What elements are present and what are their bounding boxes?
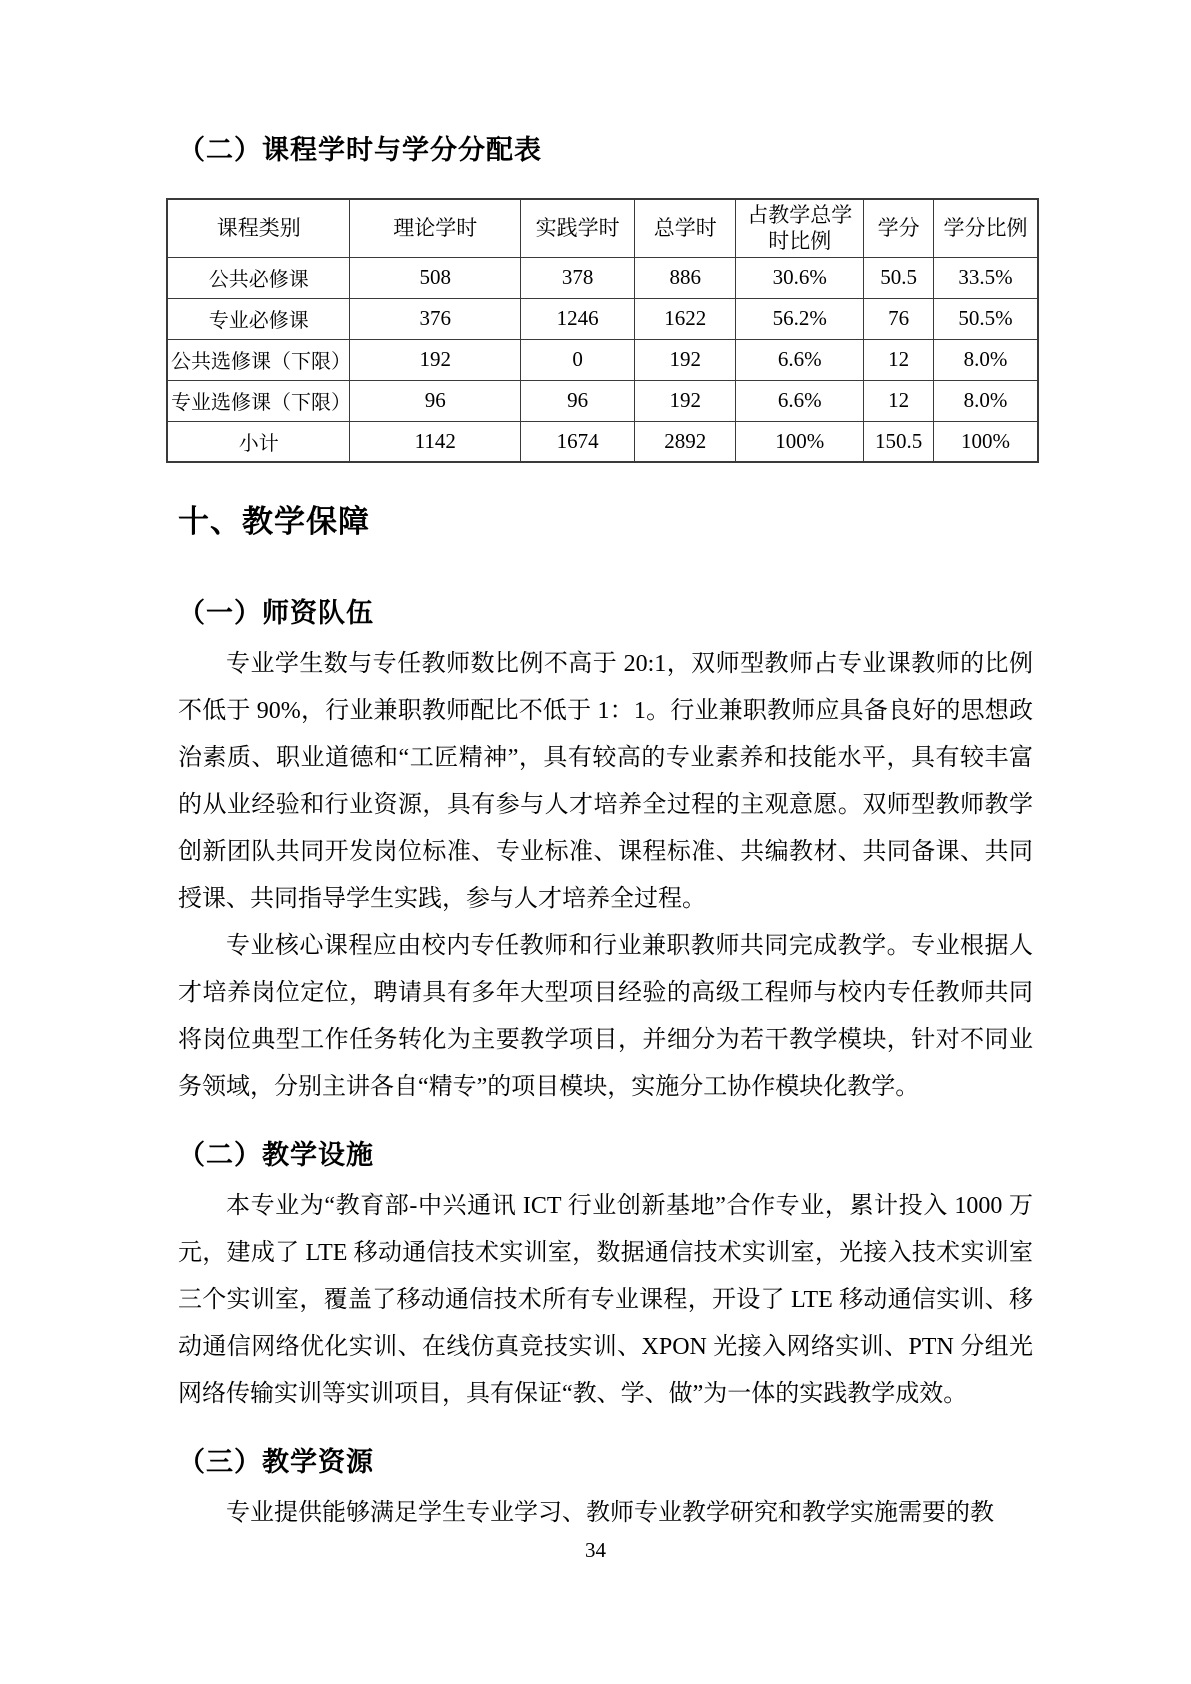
header-course-category: 课程类别 (167, 199, 350, 257)
table-header-row (167, 199, 1038, 257)
section-title-facilities: （二）教学设施 (178, 1140, 374, 1170)
table-section-title: （二）课程学时与学分分配表 (178, 135, 542, 165)
table-cell: 50.5% (933, 298, 1038, 339)
table-cell: 100% (933, 421, 1038, 462)
header-hours-ratio: 占教学总学时比例 (736, 199, 864, 257)
table-cell: 8.0% (933, 339, 1038, 380)
course-hours-credits-table (166, 198, 1039, 463)
table-row-public-elective (167, 339, 1038, 380)
table-row-major-elective (167, 380, 1038, 421)
chapter-title: 十、教学保障 (178, 504, 370, 539)
table-cell: 6.6% (736, 339, 864, 380)
table-cell: 专业必修课 (167, 298, 350, 339)
table-cell: 2892 (635, 421, 736, 462)
paragraph-facilities-1: 本专业为“教育部-中兴通讯 ICT 行业创新基地”合作专业，累计投入 1000 万元，建成了 LTE 移动通信技术实训室，数据通信技术实训室，光接入技术实训室三个实训室，覆盖了移动通信技术所有专业课程，开设了 LTE 移动通信实训、移动通信网络优化实训、在线仿真竞技实训、XPON 光接入网络实训、PTN 分组光网络传输实训等实训项目，具有保证“教、学、做”为一体的实践教学成效。 (178, 1193, 1033, 1407)
table-row-public-required (167, 257, 1038, 298)
table-row-subtotal (167, 421, 1038, 462)
table-cell: 192 (635, 380, 736, 421)
table-cell: 100% (736, 421, 864, 462)
header-credits-ratio: 学分比例 (933, 199, 1038, 257)
header-credits: 学分 (864, 199, 934, 257)
table-cell: 8.0% (933, 380, 1038, 421)
table-cell: 192 (350, 339, 521, 380)
table-cell: 76 (864, 298, 934, 339)
table-cell: 1246 (521, 298, 635, 339)
table-cell: 0 (521, 339, 635, 380)
table-cell: 6.6% (736, 380, 864, 421)
table-row-major-required (167, 298, 1038, 339)
table-cell: 96 (350, 380, 521, 421)
section-title-resources: （三）教学资源 (178, 1447, 374, 1477)
table-cell: 150.5 (864, 421, 934, 462)
table-cell: 12 (864, 339, 934, 380)
page-number: 34 (585, 1538, 606, 1562)
table-cell: 50.5 (864, 257, 934, 298)
paragraph-faculty-2: 专业核心课程应由校内专任教师和行业兼职教师共同完成教学。专业根据人才培养岗位定位，聘请具有多年大型项目经验的高级工程师与校内专任教师共同将岗位典型工作任务转化为主要教学项目，并细分为若干教学模块，针对不同业务领域，分别主讲各自“精专”的项目模块，实施分工协作模块化教学。 (178, 933, 1033, 1100)
table-cell: 33.5% (933, 257, 1038, 298)
table-cell: 96 (521, 380, 635, 421)
table-cell: 508 (350, 257, 521, 298)
table-cell: 886 (635, 257, 736, 298)
table-cell: 专业选修课（下限） (167, 380, 350, 421)
header-theory-hours: 理论学时 (350, 199, 521, 257)
header-total-hours: 总学时 (635, 199, 736, 257)
table-cell: 376 (350, 298, 521, 339)
header-practice-hours: 实践学时 (521, 199, 635, 257)
table-cell: 小计 (167, 421, 350, 462)
table-cell: 30.6% (736, 257, 864, 298)
paragraph-resources-1: 专业提供能够满足学生专业学习、教师专业教学研究和教学实施需要的教 (226, 1500, 994, 1526)
paragraph-faculty-1: 专业学生数与专任教师数比例不高于 20:1，双师型教师占专业课教师的比例不低于 90%，行业兼职教师配比不低于 1：1。行业兼职教师应具备良好的思想政治素质、职业道德和“工匠精神”，具有较高的专业素养和技能水平，具有较丰富的从业经验和行业资源，具有参与人才培养全过程的主观意愿。双师型教师教学创新团队共同开发岗位标准、专业标准、课程标准、共编教材、共同备课、共同授课、共同指导学生实践，参与人才培养全过程。 (178, 651, 1033, 912)
table-cell: 1142 (350, 421, 521, 462)
section-title-faculty: （一）师资队伍 (178, 598, 374, 628)
table-cell: 1674 (521, 421, 635, 462)
table-cell: 12 (864, 380, 934, 421)
table-cell: 公共必修课 (167, 257, 350, 298)
table-cell: 192 (635, 339, 736, 380)
table-cell: 378 (521, 257, 635, 298)
table-cell: 公共选修课（下限） (167, 339, 350, 380)
table-cell: 56.2% (736, 298, 864, 339)
table-cell: 1622 (635, 298, 736, 339)
